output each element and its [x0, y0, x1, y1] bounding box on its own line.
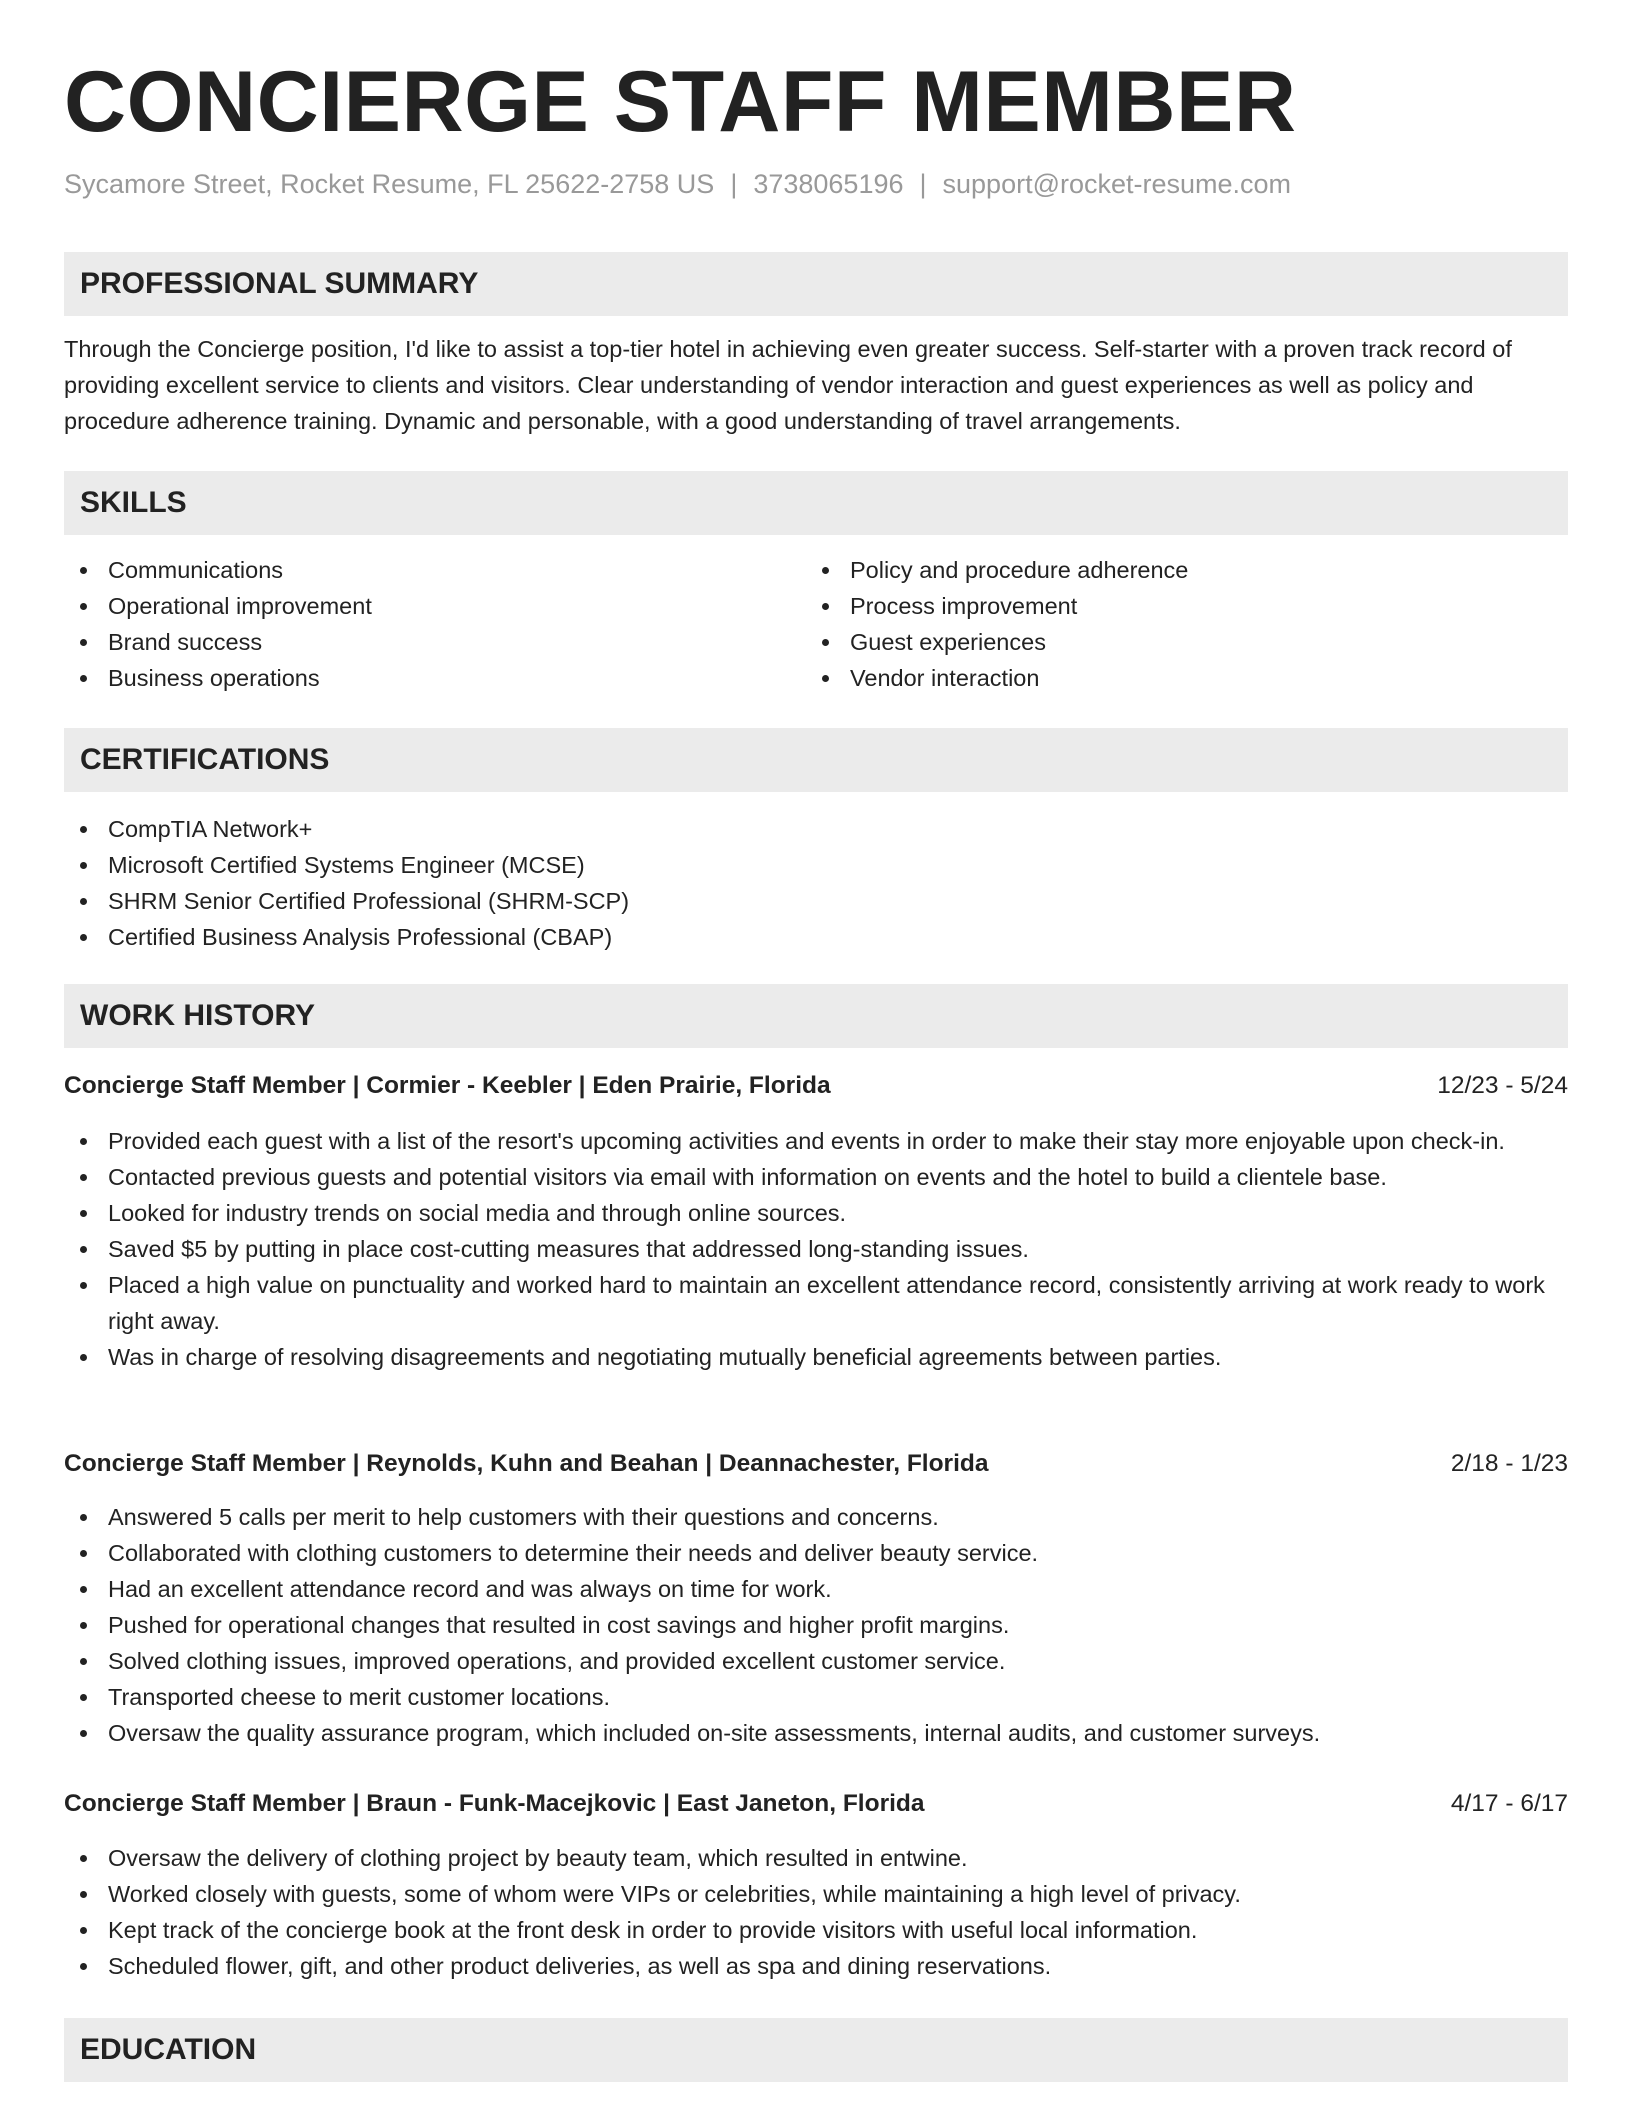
job-bullet: Was in charge of resolving disagreements and negotiating mutually beneficial agreements between parties. — [64, 1339, 1568, 1375]
summary-text: Through the Concierge position, I'd like to assist a top-tier hotel in achieving even greater success. Self-starter with a proven track record of providing excellent service to clients and visitors. Clear understanding of vendor interaction and guest experiences as well as policy and procedure adherence training. Dynamic and personable, with a good understanding of travel arrangements. — [64, 336, 1512, 434]
job-bullet: Oversaw the delivery of clothing project by beauty team, which resulted in entwine. — [64, 1840, 1568, 1876]
job-header — [64, 1068, 1568, 1104]
skill-item: Process improvement — [806, 588, 1568, 624]
job-bullet: Transported cheese to merit customer locations. — [64, 1679, 1568, 1715]
section-header-education: EDUCATION — [64, 2018, 1568, 2082]
contact-phone: 3738065196 — [753, 169, 904, 199]
section-header-certifications: CERTIFICATIONS — [64, 728, 1568, 792]
job-bullet: Provided each guest with a list of the resort's upcoming activities and events in order to make their stay more enjoyable upon check-in. — [64, 1123, 1568, 1159]
contact-email: support@rocket-resume.com — [942, 169, 1292, 199]
section-header-skills: SKILLS — [64, 471, 1568, 535]
job-dates: 12/23 - 5/24 — [1437, 1072, 1568, 1099]
certifications-list — [64, 811, 1568, 955]
skill-item: Brand success — [64, 624, 764, 660]
certification-item: CompTIA Network+ — [64, 811, 1568, 847]
contact-address: Sycamore Street, Rocket Resume, FL 25622-2758 US — [64, 169, 715, 199]
job-bullets — [64, 1499, 1568, 1751]
job-bullet: Saved $5 by putting in place cost-cutting measures that addressed long-standing issues. — [64, 1231, 1568, 1267]
job-bullets — [64, 1123, 1568, 1375]
job-bullet: Had an excellent attendance record and was always on time for work. — [64, 1571, 1568, 1607]
contact-separator: | — [919, 169, 927, 199]
job-bullet: Pushed for operational changes that resulted in cost savings and higher profit margins. — [64, 1607, 1568, 1643]
skill-item: Vendor interaction — [806, 660, 1568, 696]
job-bullet: Collaborated with clothing customers to determine their needs and deliver beauty service. — [64, 1535, 1568, 1571]
job-bullet: Kept track of the concierge book at the front desk in order to provide visitors with useful local information. — [64, 1912, 1568, 1948]
job-title: Concierge Staff Member | Cormier - Keebler | Eden Prairie, Florida — [64, 1072, 831, 1099]
resume-name: CONCIERGE STAFF MEMBER — [64, 54, 1297, 150]
certification-item: Microsoft Certified Systems Engineer (MCSE) — [64, 847, 1568, 883]
contact-separator: | — [730, 169, 738, 199]
job-bullets — [64, 1840, 1568, 1984]
job-bullet: Solved clothing issues, improved operations, and provided excellent customer service. — [64, 1643, 1568, 1679]
job-bullet: Answered 5 calls per merit to help customers with their questions and concerns. — [64, 1499, 1568, 1535]
skills-list-right — [806, 552, 1568, 696]
job-dates: 2/18 - 1/23 — [1450, 1450, 1568, 1477]
contact-line — [64, 166, 1291, 202]
skill-item: Operational improvement — [64, 588, 764, 624]
job-bullet: Looked for industry trends on social media and through online sources. — [64, 1195, 1568, 1231]
section-header-summary: PROFESSIONAL SUMMARY — [64, 252, 1568, 316]
skills-list-left — [64, 552, 764, 696]
job-header — [64, 1446, 1568, 1482]
job-dates: 4/17 - 6/17 — [1450, 1790, 1568, 1817]
section-header-work-history: WORK HISTORY — [64, 984, 1568, 1048]
job-bullet: Scheduled flower, gift, and other product deliveries, as well as spa and dining reservations. — [64, 1948, 1568, 1984]
job-bullet: Placed a high value on punctuality and worked hard to maintain an excellent attendance record, consistently arriving at work ready to work right away. — [64, 1267, 1568, 1339]
job-title: Concierge Staff Member | Braun - Funk-Macejkovic | East Janeton, Florida — [64, 1790, 925, 1817]
job-bullet: Worked closely with guests, some of whom were VIPs or celebrities, while maintaining a high level of privacy. — [64, 1876, 1568, 1912]
job-bullet: Contacted previous guests and potential visitors via email with information on events and the hotel to build a clientele base. — [64, 1159, 1568, 1195]
job-header — [64, 1786, 1568, 1822]
skill-item: Guest experiences — [806, 624, 1568, 660]
certification-item: Certified Business Analysis Professional (CBAP) — [64, 919, 1568, 955]
job-bullet: Oversaw the quality assurance program, which included on-site assessments, internal audits, and customer surveys. — [64, 1715, 1568, 1751]
skill-item: Business operations — [64, 660, 764, 696]
certification-item: SHRM Senior Certified Professional (SHRM-SCP) — [64, 883, 1568, 919]
skill-item: Policy and procedure adherence — [806, 552, 1568, 588]
skill-item: Communications — [64, 552, 764, 588]
job-title: Concierge Staff Member | Reynolds, Kuhn and Beahan | Deannachester, Florida — [64, 1450, 989, 1477]
